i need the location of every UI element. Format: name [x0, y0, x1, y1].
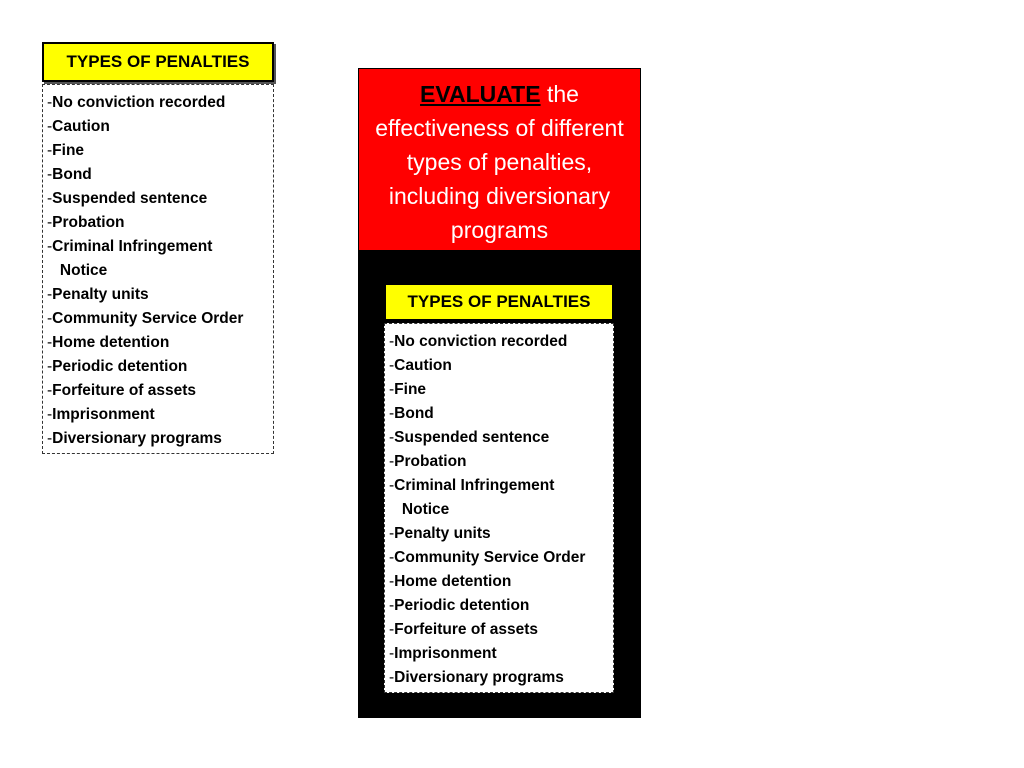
evaluate-keyword: EVALUATE — [420, 81, 541, 107]
penalty-list-item — [389, 474, 613, 498]
list-dash: - — [47, 334, 53, 351]
penalty-list-item — [389, 642, 613, 666]
penalty-list-item-label: Notice — [389, 501, 450, 518]
penalty-list-item — [47, 163, 273, 187]
penalty-list-item-label: Community Service Order — [52, 310, 244, 327]
list-dash: - — [47, 406, 53, 423]
list-dash: - — [389, 669, 395, 686]
penalty-list-item — [47, 211, 273, 235]
penalty-list-item-label: Penalty units — [394, 525, 491, 542]
penalty-list-item — [389, 426, 613, 450]
penalty-list-item — [389, 378, 613, 402]
penalty-list-item-label: Bond — [394, 405, 434, 422]
penalty-list-item-label: Home detention — [394, 573, 512, 590]
list-dash: - — [47, 142, 53, 159]
penalty-list-item-label: Forfeiture of assets — [52, 382, 197, 399]
list-dash: - — [47, 94, 53, 111]
penalty-list-item-label: Notice — [47, 262, 108, 279]
penalty-list-item-label: Diversionary programs — [394, 669, 564, 686]
list-dash: - — [47, 382, 53, 399]
list-dash: - — [389, 381, 395, 398]
list-dash: - — [47, 238, 53, 255]
penalty-list-item-label: Caution — [52, 118, 110, 135]
penalty-list-item-label: Periodic detention — [394, 597, 530, 614]
penalty-list-item — [389, 546, 613, 570]
evaluate-banner — [358, 68, 641, 251]
penalty-list-item — [47, 331, 273, 355]
list-dash: - — [389, 429, 395, 446]
penalty-list-item-label: Home detention — [52, 334, 170, 351]
list-dash: - — [389, 357, 395, 374]
penalty-list-item — [389, 402, 613, 426]
penalty-list-item-label: Bond — [52, 166, 92, 183]
penalty-list-item — [389, 330, 613, 354]
penalty-list-item-label: Periodic detention — [52, 358, 188, 375]
penalty-list-item-label: Imprisonment — [52, 406, 155, 423]
penalty-list-item — [47, 187, 273, 211]
list-dash: - — [389, 645, 395, 662]
penalty-list-item — [389, 522, 613, 546]
list-dash: - — [389, 453, 395, 470]
penalty-list-item — [47, 427, 273, 451]
penalty-list-item — [47, 235, 273, 259]
list-dash: - — [47, 310, 53, 327]
list-dash: - — [47, 166, 53, 183]
list-dash: - — [47, 286, 53, 303]
list-dash: - — [47, 190, 53, 207]
penalty-list-item — [47, 403, 273, 427]
penalty-list-item — [389, 618, 613, 642]
list-dash: - — [389, 573, 395, 590]
list-dash: - — [389, 621, 395, 638]
penalty-list-item-label: Fine — [52, 142, 85, 159]
penalty-list-item-label: No conviction recorded — [394, 333, 568, 350]
penalty-list-item — [389, 498, 613, 522]
penalty-list-item — [47, 259, 273, 283]
penalty-list-item-label: Imprisonment — [394, 645, 497, 662]
list-dash: - — [389, 597, 395, 614]
penalty-list-item-label: Probation — [52, 214, 125, 231]
left-penalties-title: TYPES OF PENALTIES — [42, 42, 274, 82]
penalty-list-item-label: Forfeiture of assets — [394, 621, 539, 638]
penalty-list-item — [389, 354, 613, 378]
penalty-list-item — [47, 283, 273, 307]
penalty-list-item-label: Community Service Order — [394, 549, 586, 566]
list-dash: - — [47, 430, 53, 447]
penalty-list-item — [47, 91, 273, 115]
list-dash: - — [47, 214, 53, 231]
penalty-list-item — [389, 594, 613, 618]
list-dash: - — [47, 358, 53, 375]
left-penalties-list — [42, 84, 274, 454]
list-dash: - — [389, 549, 395, 566]
right-penalties-title: TYPES OF PENALTIES — [384, 283, 614, 321]
penalty-list-item-label: Caution — [394, 357, 452, 374]
penalty-list-item — [47, 379, 273, 403]
penalty-list-item-label: Diversionary programs — [52, 430, 222, 447]
penalty-list-item — [47, 115, 273, 139]
penalty-list-item — [47, 139, 273, 163]
right-penalties-list — [384, 323, 614, 693]
penalty-list-item — [389, 570, 613, 594]
evaluate-banner-text: the effectiveness of different types of penalties, including diversionary programs — [375, 81, 624, 243]
penalty-list-item-label: Criminal Infringement — [52, 238, 213, 255]
penalty-list-item-label: Suspended sentence — [52, 190, 208, 207]
penalty-list-item-label: Probation — [394, 453, 467, 470]
penalty-list-item-label: Fine — [394, 381, 427, 398]
penalty-list-item-label: No conviction recorded — [52, 94, 226, 111]
penalty-list-item — [47, 307, 273, 331]
penalty-list-item — [47, 355, 273, 379]
penalty-list-item-label: Penalty units — [52, 286, 149, 303]
penalty-list-item — [389, 666, 613, 690]
penalty-list-item-label: Suspended sentence — [394, 429, 550, 446]
list-dash: - — [47, 118, 53, 135]
list-dash: - — [389, 525, 395, 542]
list-dash: - — [389, 333, 395, 350]
penalty-list-item — [389, 450, 613, 474]
list-dash: - — [389, 477, 395, 494]
list-dash: - — [389, 405, 395, 422]
penalty-list-item-label: Criminal Infringement — [394, 477, 555, 494]
